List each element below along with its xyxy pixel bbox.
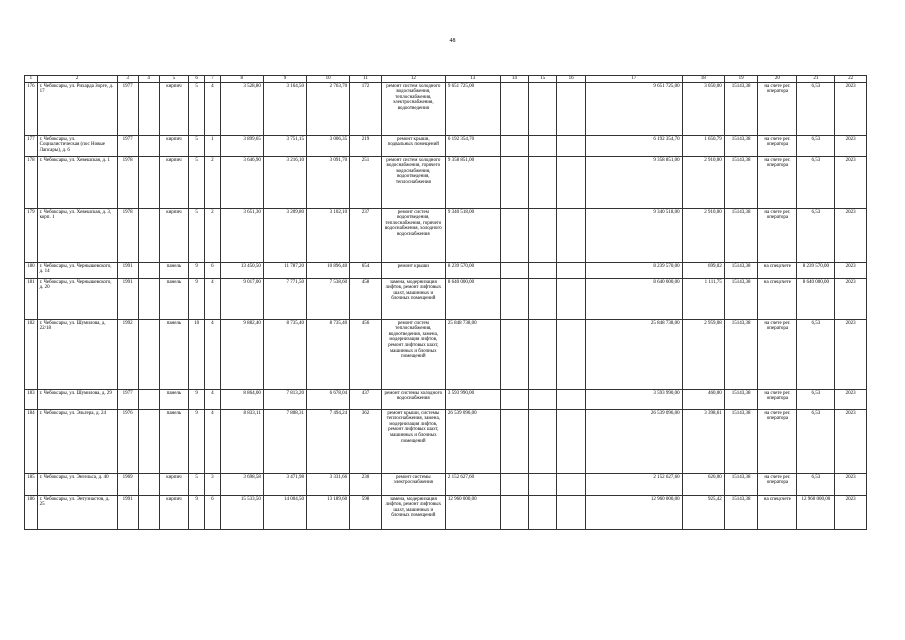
cell-source: на счете рег. оператора bbox=[758, 208, 797, 262]
column-number: 19 bbox=[724, 76, 758, 83]
table-row bbox=[25, 389, 867, 409]
cell-no: 183 bbox=[25, 389, 38, 409]
cell-area-living: 3 216,10 bbox=[263, 156, 306, 208]
cell-area-res: 3 331,66 bbox=[307, 473, 350, 495]
table-row bbox=[25, 135, 867, 156]
column-number: 9 bbox=[263, 76, 306, 83]
cell-year: 1991 bbox=[117, 495, 138, 529]
cell-area-living: 3 209,80 bbox=[263, 208, 306, 262]
cell-year: 1977 bbox=[117, 389, 138, 409]
cell-c4 bbox=[138, 473, 159, 495]
cell-source: на счете рег. оператора bbox=[758, 473, 797, 495]
cell-cost2: 9 340 518,00 bbox=[585, 208, 682, 262]
cell-term: 2023 bbox=[835, 409, 867, 473]
cell-entrances: 4 bbox=[204, 409, 220, 473]
cell-area-living: 8 735,40 bbox=[263, 319, 306, 389]
cell-cost: 25 848 738,00 bbox=[445, 319, 500, 389]
cell-c14 bbox=[500, 278, 528, 319]
column-number: 14 bbox=[500, 76, 528, 83]
column-number: 17 bbox=[585, 76, 682, 83]
cell-area-res: 6 678,04 bbox=[307, 389, 350, 409]
cell-entrances: 6 bbox=[204, 262, 220, 278]
cell-area-total: 3 528,80 bbox=[220, 82, 263, 135]
cell-no: 186 bbox=[25, 495, 38, 529]
cell-entrances: 4 bbox=[204, 278, 220, 319]
cell-limit: 15143,38 bbox=[724, 208, 758, 262]
cell-unit-cost: 2 959,08 bbox=[682, 319, 724, 389]
cell-c14 bbox=[500, 82, 528, 135]
cell-year: 1978 bbox=[117, 156, 138, 208]
cell-cost2: 8 239 570,00 bbox=[585, 262, 682, 278]
cell-no: 179 bbox=[25, 208, 38, 262]
column-number: 13 bbox=[445, 76, 500, 83]
cell-limit: 15143,38 bbox=[724, 409, 758, 473]
cell-residents: 456 bbox=[350, 319, 382, 389]
cell-unit-cost: 699,02 bbox=[682, 262, 724, 278]
cell-c4 bbox=[138, 208, 159, 262]
cell-no: 177 bbox=[25, 135, 38, 156]
cell-c14 bbox=[500, 156, 528, 208]
cell-area-living: 3 471,98 bbox=[263, 473, 306, 495]
cell-no: 176 bbox=[25, 82, 38, 135]
column-number: 20 bbox=[758, 76, 797, 83]
cell-area-living: 3 164,50 bbox=[263, 82, 306, 135]
cell-area-living: 7 808,31 bbox=[263, 409, 306, 473]
cell-cost: 26 539 096,00 bbox=[445, 409, 500, 473]
cell-entrances: 6 bbox=[204, 495, 220, 529]
cell-work: ремонт систем холодного водоснабжения, горячего водоснабжения, водоотведения, теплоснабжения bbox=[381, 156, 445, 208]
cell-work: ремонт систем теплоснабжения, водоотведения, замена, модернизация лифтов, ремонт лифтовых шахт, машинных и блочных помещений bbox=[381, 319, 445, 389]
cell-no: 180 bbox=[25, 262, 38, 278]
cell-unit-cost: 3 050,00 bbox=[682, 82, 724, 135]
cell-c16 bbox=[557, 389, 585, 409]
cell-c4 bbox=[138, 135, 159, 156]
cell-unit-cost: 925,42 bbox=[682, 495, 724, 529]
cell-work: ремонт систем водоотведения, теплоснабжения, горячего водоснабжения, холодного водоснабжения bbox=[381, 208, 445, 262]
cell-area-total: 8 864,00 bbox=[220, 389, 263, 409]
table-row bbox=[25, 278, 867, 319]
cell-cost: 6 192 354,70 bbox=[445, 135, 500, 156]
cell-cost: 2 152 627,60 bbox=[445, 473, 500, 495]
cell-limit: 15143,38 bbox=[724, 473, 758, 495]
cell-c21: 6,53 bbox=[797, 409, 835, 473]
cell-area-total: 3 899,65 bbox=[220, 135, 263, 156]
cell-work: ремонт системы холодного водоснабжения bbox=[381, 389, 445, 409]
cell-c21: 8 239 570,00 bbox=[797, 262, 835, 278]
cell-c4 bbox=[138, 409, 159, 473]
cell-residents: 598 bbox=[350, 495, 382, 529]
cell-c21: 6,53 bbox=[797, 473, 835, 495]
cell-area-res: 13 189,60 bbox=[307, 495, 350, 529]
cell-entrances: 2 bbox=[204, 208, 220, 262]
cell-entrances: 2 bbox=[204, 156, 220, 208]
cell-floors: 10 bbox=[189, 319, 205, 389]
cell-c4 bbox=[138, 82, 159, 135]
cell-material: кирпич bbox=[159, 495, 188, 529]
cell-area-total: 15 533,50 bbox=[220, 495, 263, 529]
cell-c21: 8 640 000,00 bbox=[797, 278, 835, 319]
column-number: 7 bbox=[204, 76, 220, 83]
column-number: 12 bbox=[381, 76, 445, 83]
cell-material: панель bbox=[159, 319, 188, 389]
cell-cost2: 2 152 627,60 bbox=[585, 473, 682, 495]
column-number: 10 bbox=[307, 76, 350, 83]
cell-c15 bbox=[529, 135, 557, 156]
cell-floors: 5 bbox=[189, 473, 205, 495]
cell-address: г. Чебоксары, ул. Энгельса, д. 40 bbox=[37, 473, 117, 495]
cell-residents: 437 bbox=[350, 389, 382, 409]
cell-c16 bbox=[557, 82, 585, 135]
cell-unit-cost: 620,00 bbox=[682, 473, 724, 495]
table-row bbox=[25, 473, 867, 495]
cell-residents: 219 bbox=[350, 135, 382, 156]
cell-cost: 3 593 990,00 bbox=[445, 389, 500, 409]
cell-work: ремонт крыши, подвальных помещений bbox=[381, 135, 445, 156]
cell-c21: 6,53 bbox=[797, 82, 835, 135]
cell-c21: 12 960 000,00 bbox=[797, 495, 835, 529]
cell-cost2: 6 192 354,70 bbox=[585, 135, 682, 156]
cell-floors: 5 bbox=[189, 208, 205, 262]
cell-year: 1977 bbox=[117, 82, 138, 135]
cell-cost2: 9 651 725,00 bbox=[585, 82, 682, 135]
cell-material: кирпич bbox=[159, 156, 188, 208]
cell-term: 2023 bbox=[835, 82, 867, 135]
cell-unit-cost: 460,00 bbox=[682, 389, 724, 409]
cell-entrances: 4 bbox=[204, 389, 220, 409]
cell-floors: 9 bbox=[189, 262, 205, 278]
cell-area-living: 3 751,15 bbox=[263, 135, 306, 156]
cell-entrances: 1 bbox=[204, 135, 220, 156]
table-row bbox=[25, 208, 867, 262]
cell-c15 bbox=[529, 495, 557, 529]
cell-term: 2023 bbox=[835, 156, 867, 208]
cell-c15 bbox=[529, 208, 557, 262]
cell-no: 185 bbox=[25, 473, 38, 495]
cell-limit: 15143,38 bbox=[724, 495, 758, 529]
cell-term: 2023 bbox=[835, 473, 867, 495]
cell-unit-cost: 2 910,00 bbox=[682, 156, 724, 208]
cell-c4 bbox=[138, 156, 159, 208]
cell-c15 bbox=[529, 262, 557, 278]
cell-work: замена, модернизация лифтов, ремонт лифтовых шахт, машинных и блочных помещений bbox=[381, 278, 445, 319]
cell-c15 bbox=[529, 319, 557, 389]
column-number: 21 bbox=[797, 76, 835, 83]
cell-c14 bbox=[500, 473, 528, 495]
cell-area-total: 3 698,58 bbox=[220, 473, 263, 495]
cell-year: 1991 bbox=[117, 278, 138, 319]
cell-no: 181 bbox=[25, 278, 38, 319]
cell-term: 2023 bbox=[835, 495, 867, 529]
cell-c15 bbox=[529, 473, 557, 495]
cell-c4 bbox=[138, 278, 159, 319]
cell-term: 2023 bbox=[835, 262, 867, 278]
cell-c4 bbox=[138, 319, 159, 389]
cell-floors: 9 bbox=[189, 409, 205, 473]
column-number: 18 bbox=[682, 76, 724, 83]
cell-floors: 5 bbox=[189, 135, 205, 156]
cell-material: панель bbox=[159, 409, 188, 473]
cell-term: 2023 bbox=[835, 278, 867, 319]
column-number: 16 bbox=[557, 76, 585, 83]
capital-repair-table bbox=[24, 75, 867, 530]
cell-cost: 12 960 000,00 bbox=[445, 495, 500, 529]
cell-c14 bbox=[500, 389, 528, 409]
cell-year: 1978 bbox=[117, 208, 138, 262]
cell-c16 bbox=[557, 262, 585, 278]
cell-material: кирпич bbox=[159, 135, 188, 156]
cell-cost2: 9 358 851,00 bbox=[585, 156, 682, 208]
cell-cost2: 12 960 000,00 bbox=[585, 495, 682, 529]
cell-c16 bbox=[557, 278, 585, 319]
cell-source: на спецсчете bbox=[758, 278, 797, 319]
cell-material: панель bbox=[159, 389, 188, 409]
cell-c21: 6,53 bbox=[797, 389, 835, 409]
cell-entrances: 4 bbox=[204, 319, 220, 389]
cell-c14 bbox=[500, 208, 528, 262]
column-number: 2 bbox=[37, 76, 117, 83]
cell-source: на счете рег. оператора bbox=[758, 319, 797, 389]
column-number: 5 bbox=[159, 76, 188, 83]
cell-work: ремонт системы электроснабжения bbox=[381, 473, 445, 495]
table-row bbox=[25, 262, 867, 278]
cell-material: кирпич bbox=[159, 82, 188, 135]
cell-address: г. Чебоксары, ул. Шумилова, д. 29 bbox=[37, 389, 117, 409]
cell-work: ремонт крыши, системы теплоснабжения, замена, модернизация лифтов, ремонт лифтовых шахт, машинных и блочных помещений bbox=[381, 409, 445, 473]
cell-address: г. Чебоксары, ул. Хевешская, д. 1 bbox=[37, 156, 117, 208]
cell-source: на спецсчете bbox=[758, 262, 797, 278]
cell-material: кирпич bbox=[159, 473, 188, 495]
cell-c16 bbox=[557, 473, 585, 495]
cell-residents: 458 bbox=[350, 278, 382, 319]
cell-work: ремонт крыши bbox=[381, 262, 445, 278]
column-number: 6 bbox=[189, 76, 205, 83]
cell-area-res: 2 763,70 bbox=[307, 82, 350, 135]
cell-floors: 9 bbox=[189, 278, 205, 319]
cell-c16 bbox=[557, 135, 585, 156]
cell-c14 bbox=[500, 135, 528, 156]
cell-limit: 15143,38 bbox=[724, 135, 758, 156]
cell-area-total: 9 882,40 bbox=[220, 319, 263, 389]
cell-residents: 172 bbox=[350, 82, 382, 135]
cell-c15 bbox=[529, 156, 557, 208]
column-number: 3 bbox=[117, 76, 138, 83]
cell-c16 bbox=[557, 319, 585, 389]
cell-c14 bbox=[500, 262, 528, 278]
cell-area-res: 7 538,60 bbox=[307, 278, 350, 319]
cell-address: г. Чебоксары, ул. Хевешская, д. 3, корп. 1 bbox=[37, 208, 117, 262]
cell-floors: 9 bbox=[189, 389, 205, 409]
cell-c4 bbox=[138, 389, 159, 409]
cell-floors: 5 bbox=[189, 82, 205, 135]
cell-c16 bbox=[557, 208, 585, 262]
cell-year: 1969 bbox=[117, 473, 138, 495]
cell-no: 178 bbox=[25, 156, 38, 208]
cell-source: на счете рег. оператора bbox=[758, 409, 797, 473]
cell-limit: 15143,38 bbox=[724, 319, 758, 389]
cell-c14 bbox=[500, 319, 528, 389]
cell-cost: 9 651 725,00 bbox=[445, 82, 500, 135]
cell-c15 bbox=[529, 389, 557, 409]
cell-area-total: 13 450,50 bbox=[220, 262, 263, 278]
cell-address: г. Чебоксары, ул. Энтузиастов, д. 25 bbox=[37, 495, 117, 529]
table-row bbox=[25, 495, 867, 529]
column-number: 4 bbox=[138, 76, 159, 83]
cell-floors: 5 bbox=[189, 156, 205, 208]
table-row bbox=[25, 156, 867, 208]
cell-term: 2023 bbox=[835, 389, 867, 409]
cell-unit-cost: 3 398,61 bbox=[682, 409, 724, 473]
cell-residents: 237 bbox=[350, 208, 382, 262]
cell-area-res: 8 735,40 bbox=[307, 319, 350, 389]
table-row bbox=[25, 82, 867, 135]
cell-address: г. Чебоксары, ул. Чернышевского, д. 14 bbox=[37, 262, 117, 278]
cell-area-living: 14 004,50 bbox=[263, 495, 306, 529]
cell-area-total: 3 646,90 bbox=[220, 156, 263, 208]
cell-c15 bbox=[529, 278, 557, 319]
cell-residents: 251 bbox=[350, 156, 382, 208]
cell-year: 1977 bbox=[117, 135, 138, 156]
cell-floors: 9 bbox=[189, 495, 205, 529]
cell-source: на спецсчете bbox=[758, 495, 797, 529]
cell-c4 bbox=[138, 262, 159, 278]
cell-area-res: 3 091,70 bbox=[307, 156, 350, 208]
cell-material: панель bbox=[159, 278, 188, 319]
cell-unit-cost: 1 650,79 bbox=[682, 135, 724, 156]
cell-source: на счете рег. оператора bbox=[758, 156, 797, 208]
cell-residents: 230 bbox=[350, 473, 382, 495]
column-number: 15 bbox=[529, 76, 557, 83]
cell-area-living: 7 813,20 bbox=[263, 389, 306, 409]
column-number: 11 bbox=[350, 76, 382, 83]
cell-cost: 8 640 000,00 bbox=[445, 278, 500, 319]
cell-year: 1991 bbox=[117, 262, 138, 278]
cell-address: г. Чебоксары, ул. Эльгера, д. 24 bbox=[37, 409, 117, 473]
cell-entrances: 3 bbox=[204, 473, 220, 495]
cell-source: на счете рег. оператора bbox=[758, 135, 797, 156]
cell-area-living: 7 771,50 bbox=[263, 278, 306, 319]
cell-cost2: 26 539 096,00 bbox=[585, 409, 682, 473]
cell-source: на счете рег. оператора bbox=[758, 389, 797, 409]
cell-address: г. Чебоксары, ул. Шумилова, д. 22/18 bbox=[37, 319, 117, 389]
cell-area-res: 10 896,40 bbox=[307, 262, 350, 278]
cell-c15 bbox=[529, 82, 557, 135]
cell-term: 2023 bbox=[835, 319, 867, 389]
cell-cost: 9 358 851,00 bbox=[445, 156, 500, 208]
cell-cost2: 8 640 000,00 bbox=[585, 278, 682, 319]
cell-c14 bbox=[500, 409, 528, 473]
cell-c16 bbox=[557, 156, 585, 208]
cell-c21: 6,53 bbox=[797, 135, 835, 156]
cell-source: на счете рег. оператора bbox=[758, 82, 797, 135]
table-row bbox=[25, 409, 867, 473]
cell-area-living: 11 787,20 bbox=[263, 262, 306, 278]
cell-cost2: 3 593 990,00 bbox=[585, 389, 682, 409]
cell-residents: 362 bbox=[350, 409, 382, 473]
cell-no: 184 bbox=[25, 409, 38, 473]
cell-area-res: 3 102,10 bbox=[307, 208, 350, 262]
column-number: 1 bbox=[25, 76, 38, 83]
cell-limit: 15143,38 bbox=[724, 262, 758, 278]
cell-address: г. Чебоксары, ул. Социалистическая (пос Новые Лапсары), д. 6 bbox=[37, 135, 117, 156]
cell-unit-cost: 1 111,75 bbox=[682, 278, 724, 319]
cell-c21: 6,53 bbox=[797, 156, 835, 208]
cell-cost: 9 340 518,00 bbox=[445, 208, 500, 262]
cell-year: 1976 bbox=[117, 409, 138, 473]
cell-area-res: 3 006,35 bbox=[307, 135, 350, 156]
cell-c14 bbox=[500, 495, 528, 529]
cell-area-total: 9 017,00 bbox=[220, 278, 263, 319]
cell-c16 bbox=[557, 495, 585, 529]
cell-term: 2023 bbox=[835, 208, 867, 262]
cell-c4 bbox=[138, 495, 159, 529]
cell-no: 182 bbox=[25, 319, 38, 389]
cell-year: 1992 bbox=[117, 319, 138, 389]
cell-entrances: 4 bbox=[204, 82, 220, 135]
cell-c21: 6,53 bbox=[797, 319, 835, 389]
cell-c21: 6,53 bbox=[797, 208, 835, 262]
table-row bbox=[25, 319, 867, 389]
page-number: 48 bbox=[449, 38, 456, 44]
cell-cost2: 25 848 738,00 bbox=[585, 319, 682, 389]
cell-unit-cost: 2 910,00 bbox=[682, 208, 724, 262]
cell-address: г. Чебоксары, ул. Рихарда Зорге, д. 17 bbox=[37, 82, 117, 135]
cell-residents: 654 bbox=[350, 262, 382, 278]
cell-limit: 15143,38 bbox=[724, 156, 758, 208]
cell-area-res: 7 494,24 bbox=[307, 409, 350, 473]
cell-limit: 15143,38 bbox=[724, 389, 758, 409]
cell-limit: 15143,38 bbox=[724, 82, 758, 135]
cell-work: ремонт систем холодного водоснабжения, теплоснабжения, электроснабжения, водоотведения bbox=[381, 82, 445, 135]
cell-c15 bbox=[529, 409, 557, 473]
cell-term: 2023 bbox=[835, 135, 867, 156]
column-number: 22 bbox=[835, 76, 867, 83]
cell-work: замена, модернизация лифтов, ремонт лифтовых шахт, машинных и блочных помещений bbox=[381, 495, 445, 529]
cell-area-total: 8 833,11 bbox=[220, 409, 263, 473]
column-number: 8 bbox=[220, 76, 263, 83]
cell-material: панель bbox=[159, 262, 188, 278]
column-number-row bbox=[25, 76, 867, 83]
cell-limit: 15143,38 bbox=[724, 278, 758, 319]
cell-area-total: 3 651,30 bbox=[220, 208, 263, 262]
cell-c16 bbox=[557, 409, 585, 473]
cell-address: г. Чебоксары, ул. Чернышевского, д. 20 bbox=[37, 278, 117, 319]
cell-cost: 8 239 570,00 bbox=[445, 262, 500, 278]
cell-material: кирпич bbox=[159, 208, 188, 262]
